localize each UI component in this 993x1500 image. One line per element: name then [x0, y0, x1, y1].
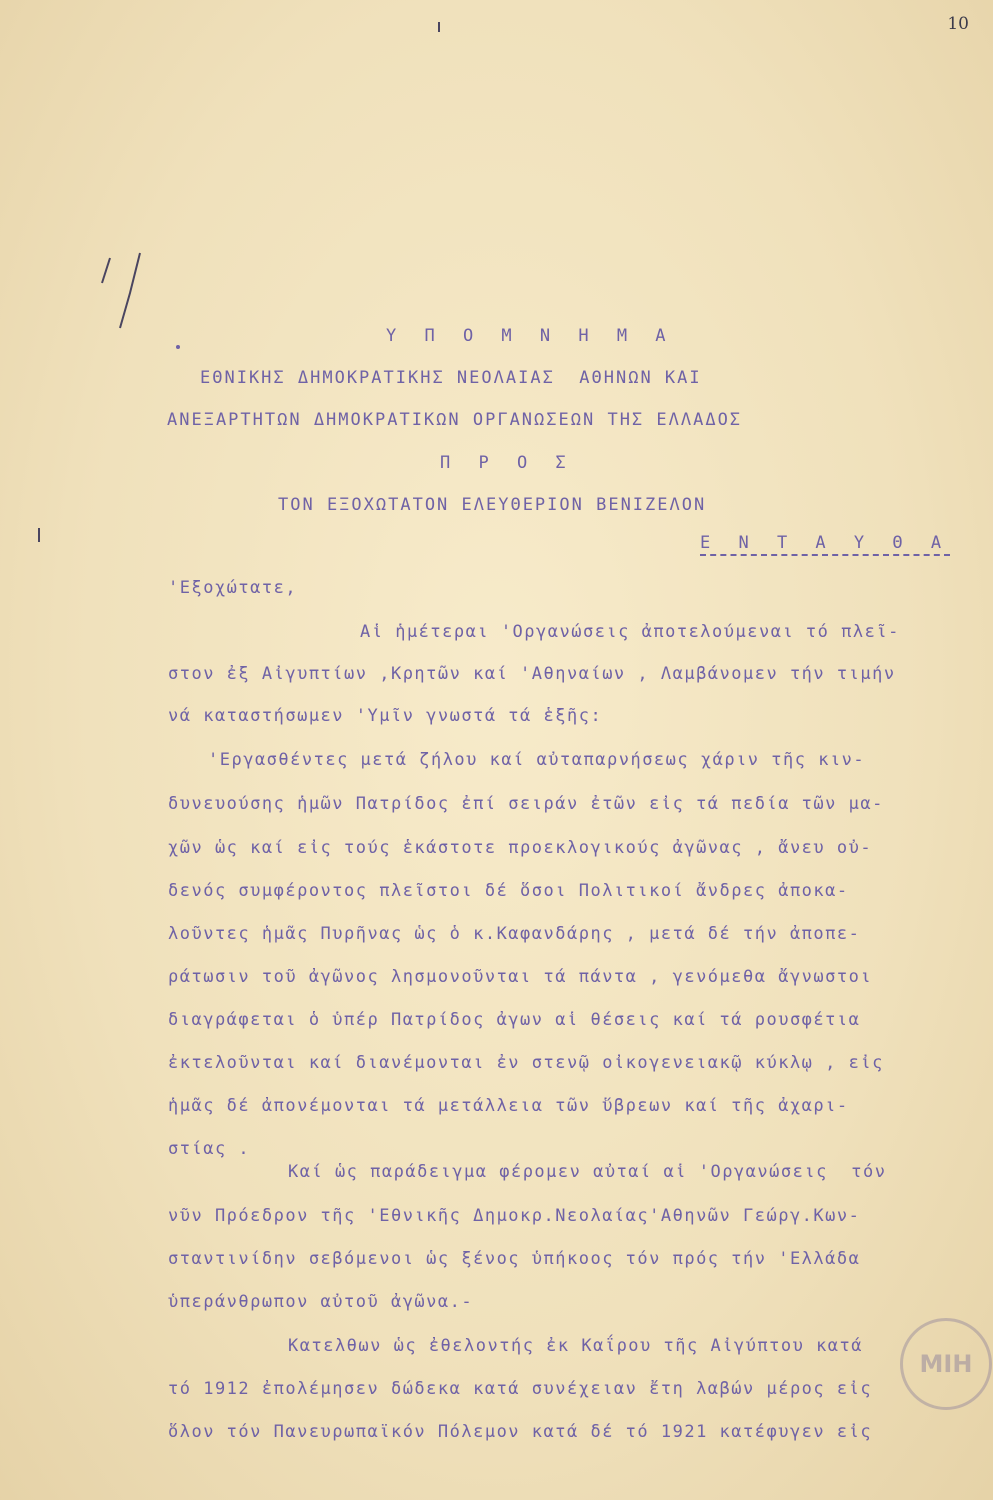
- top-mark: [438, 22, 440, 32]
- body-line: στίας .: [168, 1139, 251, 1159]
- ink-dot: [176, 345, 180, 349]
- body-line: νά καταστήσωμεν 'Υμῖν γνωστά τά ἑξῆς:: [168, 706, 603, 726]
- header-recipient: ΤΟΝ ΕΞΟΧΩΤΑΤΟΝ ΕΛΕΥΘΕΡΙΟΝ ΒΕΝΙΖΕΛΟΝ: [278, 495, 707, 515]
- header-line-1: ΕΘΝΙΚΗΣ ΔΗΜΟΚΡΑΤΙΚΗΣ ΝΕΟΛΑΙΑΣ ΑΘΗΝΩΝ ΚΑΙ: [200, 368, 702, 388]
- body-line: ὅλον τόν Πανευρωπαϊκόν Πόλεμον κατά δέ τό 1921 κατέφυγεν εἰς: [168, 1422, 873, 1442]
- header-location: Ε Ν Τ Α Υ Θ Α: [700, 535, 950, 556]
- body-line: δυνευούσης ἡμῶν Πατρίδος ἐπί σειράν ἐτῶν εἰς τά πεδία τῶν μα-: [168, 794, 884, 814]
- margin-mark: [38, 528, 40, 542]
- handwritten-marks: [90, 248, 170, 338]
- archive-stamp: ΜΙΗ: [900, 1318, 992, 1410]
- body-line: 'Εργασθέντες μετά ζήλου καί αὐταπαρνήσεως χάριν τῆς κιν-: [208, 750, 866, 770]
- body-line: χῶν ὡς καί εἰς τούς ἑκάστοτε προεκλογικούς ἀγῶνας , ἄνευ οὐ-: [168, 838, 873, 858]
- body-line: ἐκτελοῦνται καί διανέμονται ἐν στενῷ οἰκογενειακῷ κύκλῳ , εἰς: [168, 1053, 884, 1073]
- salutation: 'Εξοχώτατε,: [168, 578, 298, 598]
- body-line: τό 1912 ἐπολέμησεν δώδεκα κατά συνέχειαν ἔτη λαβών μέρος εἰς: [168, 1379, 873, 1399]
- body-line: ὑπεράνθρωπον αὐτοῦ ἀγῶνα.-: [168, 1292, 474, 1312]
- header-pros: Π Ρ Ο Σ: [440, 453, 575, 473]
- body-line: ράτωσιν τοῦ ἀγῶνος λησμονοῦνται τά πάντα , γενόμεθα ἄγνωστοι: [168, 967, 873, 987]
- body-line: νῦν Πρόεδρον τῆς 'Εθνικῆς Δημοκρ.Νεολαίας'Αθηνῶν Γεώργ.Κων-: [168, 1206, 861, 1226]
- body-line: ἡμᾶς δέ ἀπονέμονται τά μετάλλεια τῶν ὕβρεων καί τῆς ἀχαρι-: [168, 1096, 849, 1116]
- body-line: διαγράφεται ὁ ὑπέρ Πατρίδος ἀγων αἱ θέσεις καί τά ρουσφέτια: [168, 1010, 861, 1030]
- body-line: λοῦντες ἡμᾶς Πυρῆνας ὡς ὁ κ.Καφανδάρης , μετά δέ τήν ἀποπε-: [168, 924, 861, 944]
- body-line: δενός συμφέροντος πλεῖστοι δέ ὅσοι Πολιτικοί ἄνδρες ἀποκα-: [168, 881, 849, 901]
- body-line: Καί ὡς παράδειγμα φέρομεν αὐταί αἱ 'Οργανώσεις τόν: [288, 1162, 887, 1182]
- body-line: σταντινίδην σεβόμενοι ὡς ξένος ὑπήκοος τόν πρός τήν 'Ελλάδα: [168, 1249, 861, 1269]
- body-line: Αἱ ἡμέτεραι 'Οργανώσεις ἀποτελούμεναι τό πλεῖ-: [360, 622, 900, 642]
- memo-title: Υ Π Ο Μ Ν Η Μ Α: [386, 326, 675, 346]
- body-line: στον ἐξ Αἰγυπτίων ,Κρητῶν καί 'Αθηναίων , Λαμβάνομεν τήν τιμήν: [168, 664, 896, 684]
- page-number: 10: [947, 14, 969, 34]
- body-line: Κατελθων ὡς ἐθελοντής ἐκ Καΐρου τῆς Αἰγύπτου κατά: [288, 1336, 864, 1356]
- header-line-2: ΑΝΕΞΑΡΤΗΤΩΝ ΔΗΜΟΚΡΑΤΙΚΩΝ ΟΡΓΑΝΩΣΕΩΝ ΤΗΣ ΕΛΛΑΔΟΣ: [167, 410, 743, 430]
